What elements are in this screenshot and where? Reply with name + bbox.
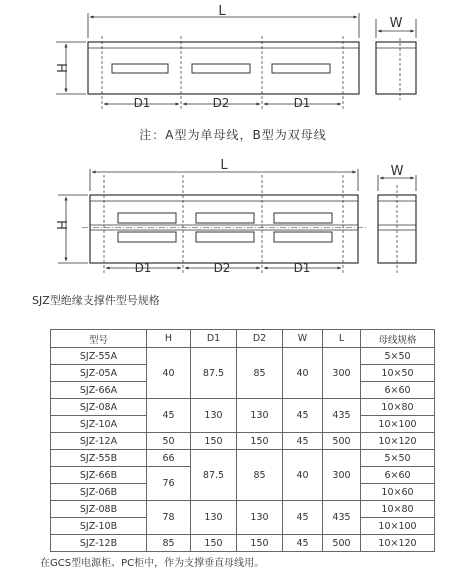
d2-cell: 150 — [237, 535, 283, 552]
d2-cell: 150 — [237, 433, 283, 450]
l-cell: 435 — [323, 399, 361, 433]
busbar-slot — [192, 64, 250, 73]
model-cell: SJZ-12A — [51, 433, 147, 450]
d1-label: D1 — [133, 96, 151, 110]
h-cell: 40 — [147, 348, 191, 399]
width-label: W — [390, 164, 404, 179]
h-cell: 78 — [147, 501, 191, 535]
header-cell: W — [283, 330, 323, 348]
model-cell: SJZ-08A — [51, 399, 147, 416]
model-cell: SJZ-12B — [51, 535, 147, 552]
w-cell: 45 — [283, 433, 323, 450]
insulator-side-view — [376, 42, 416, 94]
d2-label: D2 — [212, 96, 230, 110]
w-cell: 45 — [283, 399, 323, 433]
busbar-cell: 10×80 — [361, 501, 435, 518]
busbar-cell: 6×60 — [361, 467, 435, 484]
header-cell: D2 — [237, 330, 283, 348]
spec-table — [50, 329, 435, 552]
model-cell: SJZ-05A — [51, 365, 147, 382]
busbar-slot — [274, 232, 332, 242]
w-cell: 40 — [283, 450, 323, 501]
d1-cell: 87.5 — [191, 450, 237, 501]
height-label: H — [56, 220, 71, 230]
d2-label: D2 — [213, 261, 231, 275]
busbar-slot — [272, 64, 330, 73]
busbar-slot — [112, 64, 168, 73]
l-cell: 500 — [323, 535, 361, 552]
footer-note: 在GCS型电源柜、PC柜中，作为支撑垂直母线用。 — [40, 558, 265, 569]
length-label: L — [220, 158, 228, 173]
model-cell: SJZ-55B — [51, 450, 147, 467]
busbar-cell: 10×50 — [361, 365, 435, 382]
busbar-cell: 10×80 — [361, 399, 435, 416]
h-cell: 76 — [147, 467, 191, 501]
note-text: 注：A型为单母线，B型为双母线 — [139, 128, 327, 142]
h-cell: 50 — [147, 433, 191, 450]
w-cell: 45 — [283, 501, 323, 535]
table-row — [51, 348, 435, 365]
header-cell: H — [147, 330, 191, 348]
d1-label: D1 — [293, 96, 311, 110]
l-cell: 500 — [323, 433, 361, 450]
w-cell: 45 — [283, 535, 323, 552]
d1-label: D1 — [134, 261, 152, 275]
table-row — [51, 433, 435, 450]
model-cell: SJZ-10A — [51, 416, 147, 433]
d1-cell: 130 — [191, 399, 237, 433]
busbar-slot — [196, 213, 254, 223]
d2-cell: 130 — [237, 501, 283, 535]
busbar-cell: 5×50 — [361, 450, 435, 467]
busbar-slot — [118, 213, 176, 223]
table-row — [51, 450, 435, 467]
table-row — [51, 399, 435, 416]
busbar-cell: 5×50 — [361, 348, 435, 365]
l-cell: 300 — [323, 348, 361, 399]
h-cell: 85 — [147, 535, 191, 552]
d1-cell: 150 — [191, 433, 237, 450]
d2-cell: 85 — [237, 450, 283, 501]
drawing-type-a — [0, 0, 466, 120]
model-cell: SJZ-06B — [51, 484, 147, 501]
d2-cell: 85 — [237, 348, 283, 399]
model-cell: SJZ-55A — [51, 348, 147, 365]
busbar-cell: 10×120 — [361, 535, 435, 552]
drawing-type-b — [0, 155, 466, 280]
model-cell: SJZ-66A — [51, 382, 147, 399]
d1-cell: 87.5 — [191, 348, 237, 399]
busbar-slot — [196, 232, 254, 242]
model-cell: SJZ-10B — [51, 518, 147, 535]
header-cell: 型号 — [51, 330, 147, 348]
header-cell: D1 — [191, 330, 237, 348]
d1-cell: 150 — [191, 535, 237, 552]
busbar-cell: 10×100 — [361, 518, 435, 535]
table-row — [51, 501, 435, 518]
busbar-cell: 10×100 — [361, 416, 435, 433]
insulator-body — [90, 195, 358, 263]
h-cell: 45 — [147, 399, 191, 433]
l-cell: 300 — [323, 450, 361, 501]
table-row — [51, 535, 435, 552]
width-label: W — [389, 16, 403, 31]
header-cell: 母线规格 — [361, 330, 435, 348]
busbar-slot — [274, 213, 332, 223]
busbar-cell: 10×60 — [361, 484, 435, 501]
busbar-cell: 6×60 — [361, 382, 435, 399]
model-cell: SJZ-08B — [51, 501, 147, 518]
d2-cell: 130 — [237, 399, 283, 433]
table-title: SJZ型绝缘支撑件型号规格 — [32, 294, 160, 307]
table-header-row — [51, 330, 435, 348]
busbar-cell: 10×120 — [361, 433, 435, 450]
w-cell: 40 — [283, 348, 323, 399]
header-cell: L — [323, 330, 361, 348]
d1-cell: 130 — [191, 501, 237, 535]
d1-label: D1 — [293, 261, 311, 275]
l-cell: 435 — [323, 501, 361, 535]
model-cell: SJZ-66B — [51, 467, 147, 484]
length-label: L — [218, 4, 226, 19]
busbar-slot — [118, 232, 176, 242]
h-cell: 66 — [147, 450, 191, 467]
height-label: H — [56, 63, 71, 73]
